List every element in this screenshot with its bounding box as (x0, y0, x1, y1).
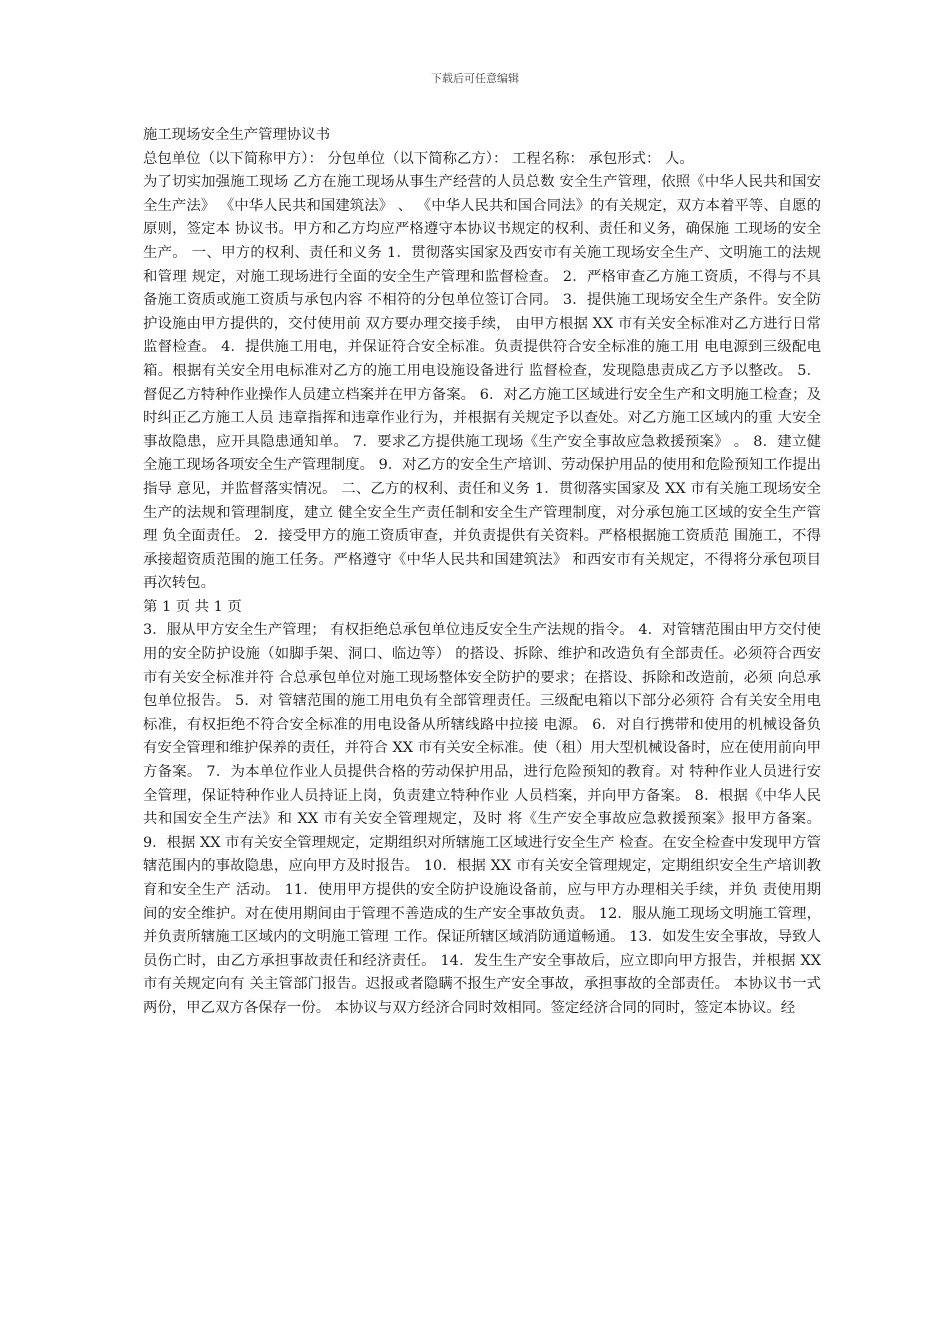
body-paragraph-2: 3．服从甲方安全生产管理； 有权拒绝总承包单位违反安全生产法规的指令。 4．对管辖范围由甲方交付使用的安全防护设施（如脚手架、洞口、临边等） 的搭设、拆除、维护和改造负有全部责任。必须符合西安市有关安全标准并符 合总承包单位对施工现场整体安全防护的要求；在搭设、拆除和改造前，必须 向总承包单位报告。 5．对 管辖范围的施工用电负有全部管理责任。三级配电箱以下部分必须符 合有关安全用电标准，有权拒绝不符合安全标准的用电设备从所辖线路中拉接 电源。 6．对自行携带和使用的机械设备负有安全管理和维护保养的责任，并符合 XX 市有关安全标准。使（租）用大型机械设备时，应在使用前向甲方备案。 7．为本单位作业人员提供合格的劳动保护用品，进行危险预知的教育。对 特种作业人员进行安全管理，保证特种作业人员持证上岗，负责建立特种作业 人员档案，并向甲方备案。 8．根据《中华人民共和国安全生产法》和 XX 市有关安全管理规定，及时 将《生产安全事故应急救援预案》报甲方备案。 9．根据 XX 市有关安全管理规定，定期组织对所辖施工区域进行安全生产 检查。在安全检查中发现甲方管辖范围内的事故隐患，应向甲方及时报告。 10．根据 XX 市有关安全管理规定，定期组织安全生产培训教育和安全生产 活动。 11．使用甲方提供的安全防护设施设备前，应与甲方办理相关手续，并负 责使用期间的安全维护。对在使用期间由于管理不善造成的生产安全事故负责。 12．服从施工现场文明施工管理，并负责所辖施工区域内的文明施工管理 工作。保证所辖区域消防通道畅通。 13．如发生安全事故，导致人员伤亡时，由乙方承担事故责任和经济责任。 14．发生生产安全事故后，应立即向甲方报告，并根据 XX 市有关规定向有 关主管部门报告。迟报或者隐瞒不报生产安全事故，承担事故的全部责任。 本协议书一式两份，甲乙双方各保存一份。 本协议与双方经济合同时效相同。签定经济合同的同时，签定本协议。经 (143, 622, 821, 1016)
body-paragraph-1: 为了切实加强施工现场 乙方在施工现场从事生产经营的人员总数 安全生产管理，依照《中华人民共和国安全生产法》 《中华人民共和国建筑法》 、 《中华人民共和国合同法》的有关规定，双方本着平等、自愿的原则，签定本 协议书。甲方和乙方均应严格遵守本协议书规定的权利、责任和义务，确保施 工现场的安全生产。 一、甲方的权利、责任和义务 1．贯彻落实国家及西安市有关施工现场安全生产、文明施工的法规和管理 规定，对施工现场进行全面的安全生产管理和监督检查。 2．严格审查乙方施工资质，不得与不具备施工资质或施工资质与承包内容 不相符的分包单位签订合同。 3．提供施工现场安全生产条件。安全防护设施由甲方提供的，交付使用前 双方要办理交接手续， 由甲方根据 XX 市有关安全标准对乙方进行日常监督检查。 4．提供施工用电，并保证符合安全标准。负责提供符合安全标准的施工用 电电源到三级配电箱。根据有关安全用电标准对乙方的施工用电设施设备进行 监督检查，发现隐患责成乙方予以整改。 5．督促乙方特种作业操作人员建立档案并在甲方备案。 6．对乙方施工区域进行安全生产和文明施工检查；及时纠正乙方施工人员 违章指挥和违章作业行为，并根据有关规定予以查处。对乙方施工区域内的重 大安全事故隐患，应开具隐患通知单。 7．要求乙方提供施工现场《生产安全事故应急救援预案》 。 8．建立健全施工现场各项安全生产管理制度。 9．对乙方的安全生产培训、劳动保护用品的使用和危险预知工作提出指导 意见，并监督落实情况。 二、乙方的权利、责任和义务 1．贯彻落实国家及 XX 市有关施工现场安全生产的法规和管理制度，建立 健全安全生产责任制和安全生产管理制度，对分承包施工区域的安全生产管理 负全面责任。 2．接受甲方的施工资质审查，并负责提供有关资料。严格根据施工资质范 围施工，不得承接超资质范围的施工任务。严格遵守《中华人民共和国建筑法》 和西安市有关规定，不得将分承包项目再次转包。 (143, 174, 821, 592)
page-number: 第 1 页 共 1 页 (143, 598, 242, 615)
document-body (143, 124, 821, 1021)
page-header: 下载后可任意编辑 (431, 72, 519, 85)
parties-line: 总包单位（以下简称甲方）： 分包单位（以下简称乙方）： 工程名称： 承包形式： 人。 (143, 150, 694, 167)
document-title: 施工现场安全生产管理协议书 (143, 127, 331, 143)
